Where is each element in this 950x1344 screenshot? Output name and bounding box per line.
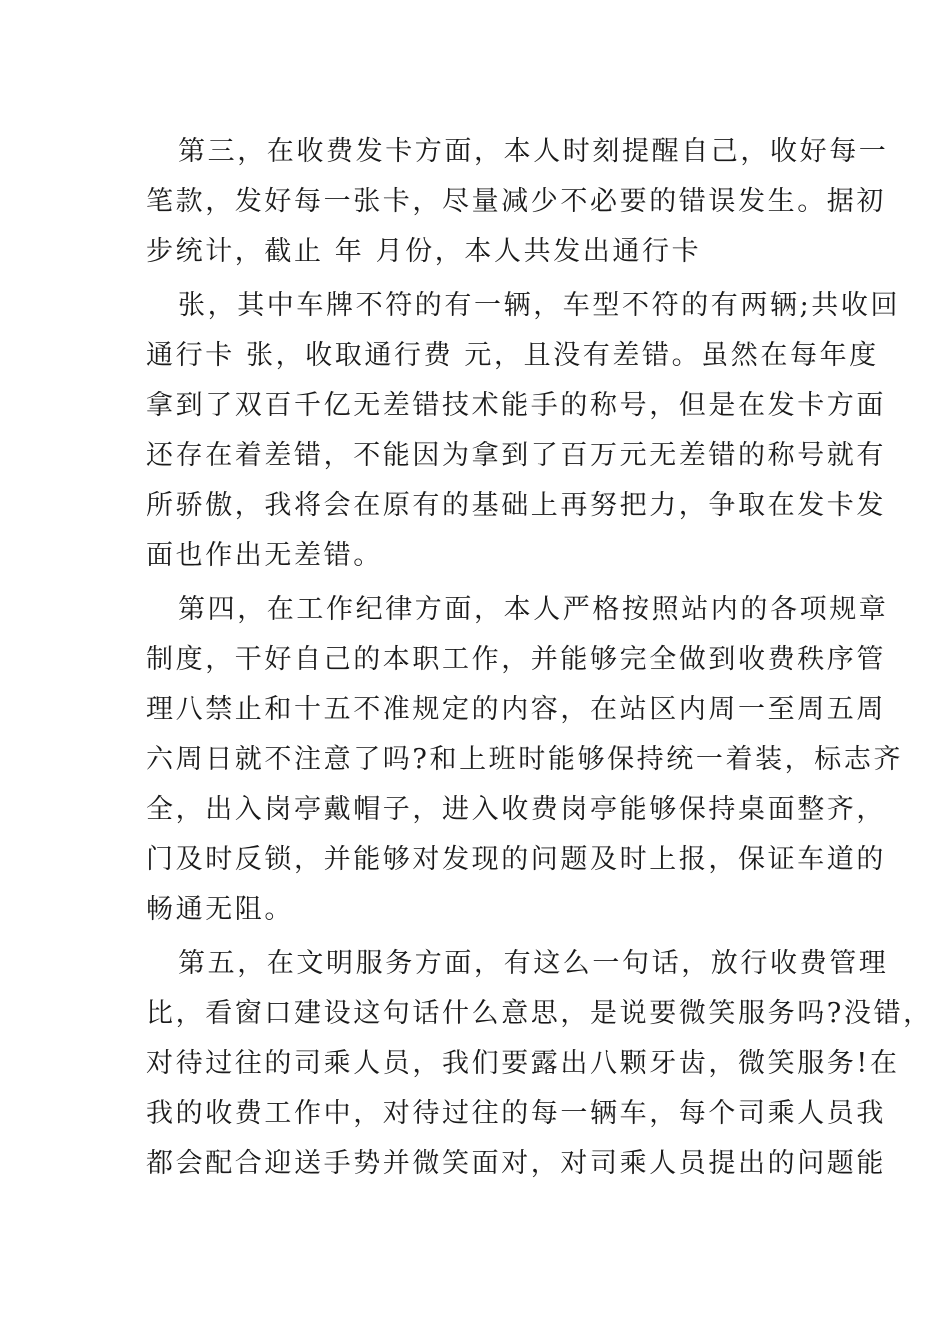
text-line: 步统计，截止 年 月份，本人共发出通行卡	[146, 236, 702, 267]
text-line: 六周日就不注意了吗?和上班时能够保持统一着装，标志齐	[146, 744, 904, 775]
text-line: 全，出入岗亭戴帽子，进入收费岗亭能够保持桌面整齐，	[146, 794, 886, 825]
text-line: 理八禁止和十五不准规定的内容，在站区内周一至周五周	[146, 694, 886, 725]
text-line: 面也作出无差错。	[146, 540, 383, 571]
text-line: 畅通无阻。	[146, 894, 294, 925]
text-line: 张，其中车牌不符的有一辆，车型不符的有两辆;共收回	[178, 290, 901, 321]
text-line: 第三，在收费发卡方面，本人时刻提醒自己，收好每一	[178, 136, 889, 167]
text-line: 第四，在工作纪律方面，本人严格按照站内的各项规章	[178, 594, 889, 625]
text-line: 我的收费工作中，对待过往的每一辆车，每个司乘人员我	[146, 1098, 886, 1129]
text-line: 所骄傲，我将会在原有的基础上再努把力，争取在发卡发	[146, 490, 886, 521]
text-line: 拿到了双百千亿无差错技术能手的称号，但是在发卡方面	[146, 390, 886, 421]
text-line: 第五，在文明服务方面，有这么一句话，放行收费管理	[178, 948, 889, 979]
text-line: 还存在着差错，不能因为拿到了百万元无差错的称号就有	[146, 440, 886, 471]
text-line: 都会配合迎送手势并微笑面对，对司乘人员提出的问题能	[146, 1148, 886, 1179]
text-line: 比，看窗口建设这句话什么意思，是说要微笑服务吗?没错，	[146, 998, 933, 1029]
text-line: 通行卡 张，收取通行费 元，且没有差错。虽然在每年度	[146, 340, 879, 371]
text-line: 笔款，发好每一张卡，尽量减少不必要的错误发生。据初	[146, 186, 886, 217]
text-line: 门及时反锁，并能够对发现的问题及时上报，保证车道的	[146, 844, 886, 875]
text-line: 制度，干好自己的本职工作，并能够完全做到收费秩序管	[146, 644, 886, 675]
text-line: 对待过往的司乘人员，我们要露出八颗牙齿，微笑服务!在	[146, 1048, 900, 1079]
